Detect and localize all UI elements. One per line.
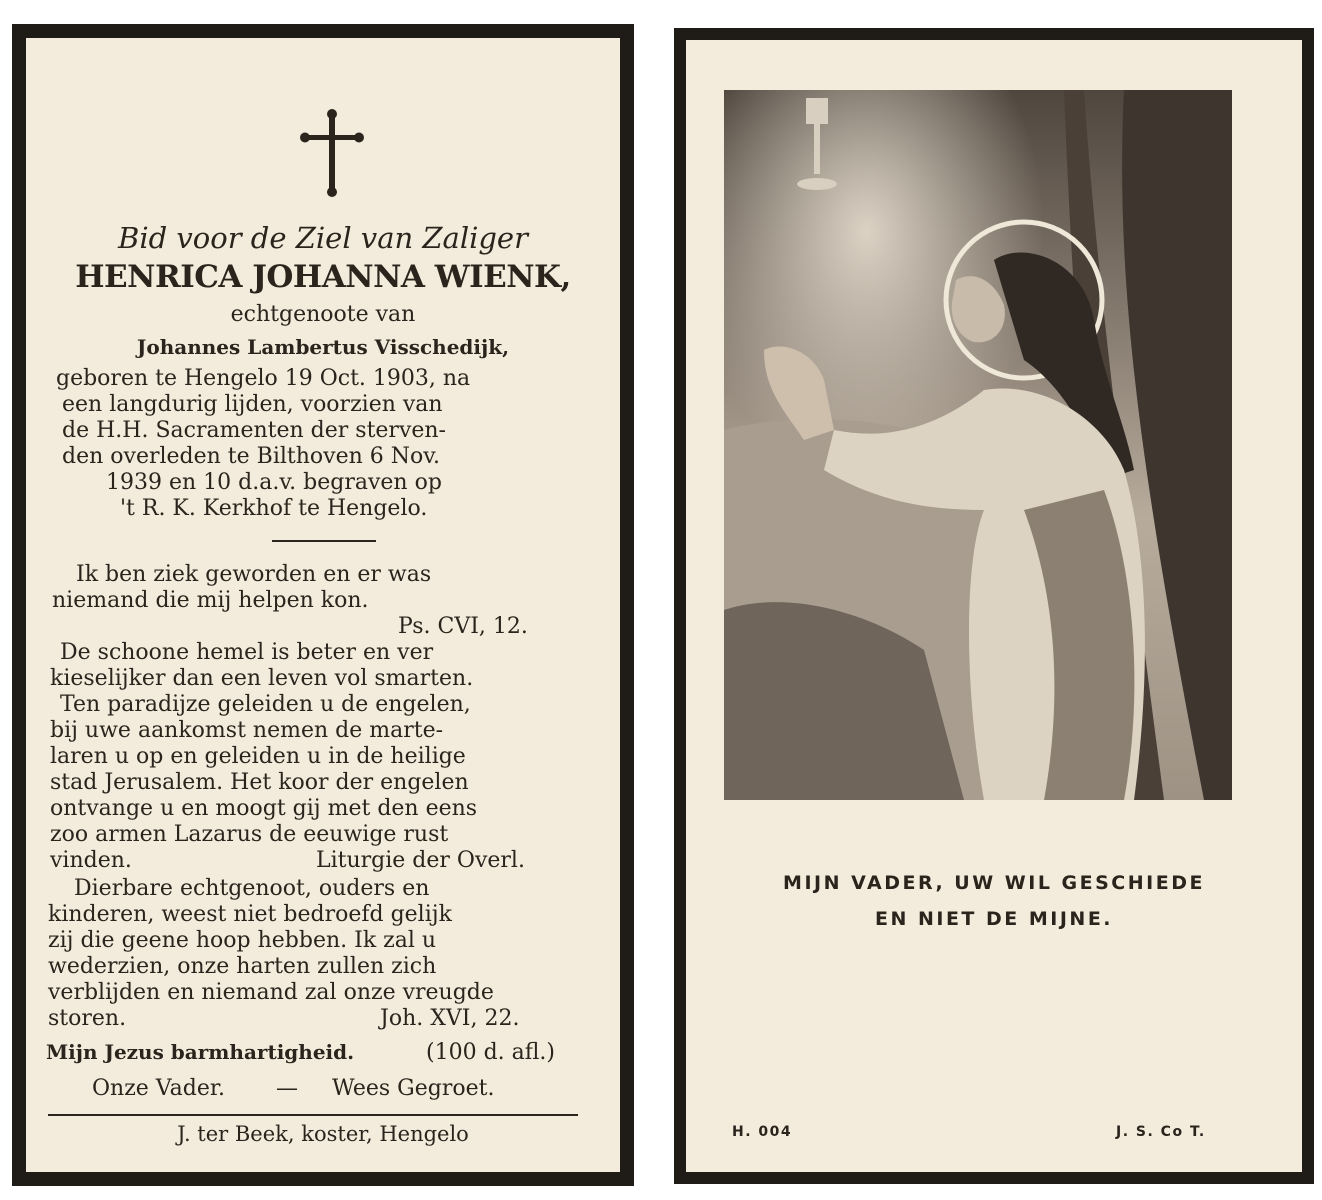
caption-line: MIJN VADER, UW WIL GESCHIEDE	[783, 872, 1205, 894]
print-code-right: J. S. Co T.	[1116, 1124, 1206, 1140]
bio-line: een langdurig lijden, voorzien van	[62, 392, 443, 417]
verse-line: vinden.	[50, 848, 132, 873]
card-paper-right	[686, 40, 1302, 1172]
bio-line: geboren te Hengelo 19 Oct. 1903, na	[56, 366, 471, 391]
print-code-left: H. 004	[732, 1124, 793, 1140]
verse-line: storen.	[48, 1006, 127, 1031]
bio-line: de H.H. Sacramenten der sterven-	[62, 418, 446, 443]
verse-line: kieselijker dan een leven vol smarten.	[50, 666, 474, 691]
spouse-intro: echtgenoote van	[230, 302, 416, 327]
card-header: Bid voor de Ziel van Zaliger	[118, 221, 528, 255]
memorial-card-image	[674, 28, 1314, 1184]
praying-figure-image	[724, 90, 1232, 800]
verse-line: zoo armen Lazarus de eeuwige rust	[50, 822, 449, 847]
bio-line: 't R. K. Kerkhof te Hengelo.	[120, 496, 428, 521]
card-paper-left	[26, 38, 620, 1172]
verse-line: Ten paradijze geleiden u de engelen,	[60, 692, 471, 717]
prayer-our-father: Onze Vader.	[92, 1076, 225, 1101]
verse-line: wederzien, onze harten zullen zich	[48, 954, 437, 979]
prayer-hail-mary: Wees Gegroet.	[332, 1076, 495, 1101]
verse-reference: Ps. CVI, 12.	[398, 614, 528, 639]
verse-reference: Joh. XVI, 22.	[380, 1006, 520, 1031]
verse-line: ontvange u en moogt gij met den eens	[50, 796, 478, 821]
indulgence-note: (100 d. afl.)	[426, 1040, 556, 1065]
bio-line: den overleden te Bilthoven 6 Nov.	[62, 444, 441, 469]
bio-line: 1939 en 10 d.a.v. begraven op	[106, 470, 442, 495]
verse-reference: Liturgie der Overl.	[316, 848, 525, 873]
memorial-card-text	[12, 24, 634, 1186]
cross-icon	[300, 108, 364, 198]
verse-line: niemand die mij helpen kon.	[52, 588, 369, 613]
verse-line: zij die geene hoop hebben. Ik zal u	[48, 928, 437, 953]
prayer-line: Mijn Jezus barmhartigheid.	[46, 1040, 355, 1064]
verse-line: De schoone hemel is beter en ver	[60, 640, 434, 665]
verse-line: Ik ben ziek geworden en er was	[76, 562, 432, 587]
separator-short	[272, 540, 376, 542]
prayer-dash: —	[276, 1076, 298, 1101]
spouse-name: Johannes Lambertus Visschedijk,	[136, 335, 510, 359]
verse-line: stad Jerusalem. Het koor der engelen	[50, 770, 469, 795]
verse-line: bij uwe aankomst nemen de marte-	[50, 718, 444, 743]
verse-line: Dierbare echtgenoot, ouders en	[74, 876, 430, 901]
separator-long	[48, 1114, 578, 1116]
verse-line: laren u op en geleiden u in de heilige	[50, 744, 466, 769]
deceased-name: HENRICA JOHANNA WIENK,	[75, 259, 571, 295]
caption-line: EN NIET DE MIJNE.	[874, 908, 1114, 930]
verse-line: verblijden en niemand zal onze vreugde	[48, 980, 494, 1005]
verse-line: kinderen, weest niet bedroefd gelijk	[48, 902, 452, 927]
printer-line: J. ter Beek, koster, Hengelo	[177, 1122, 469, 1146]
